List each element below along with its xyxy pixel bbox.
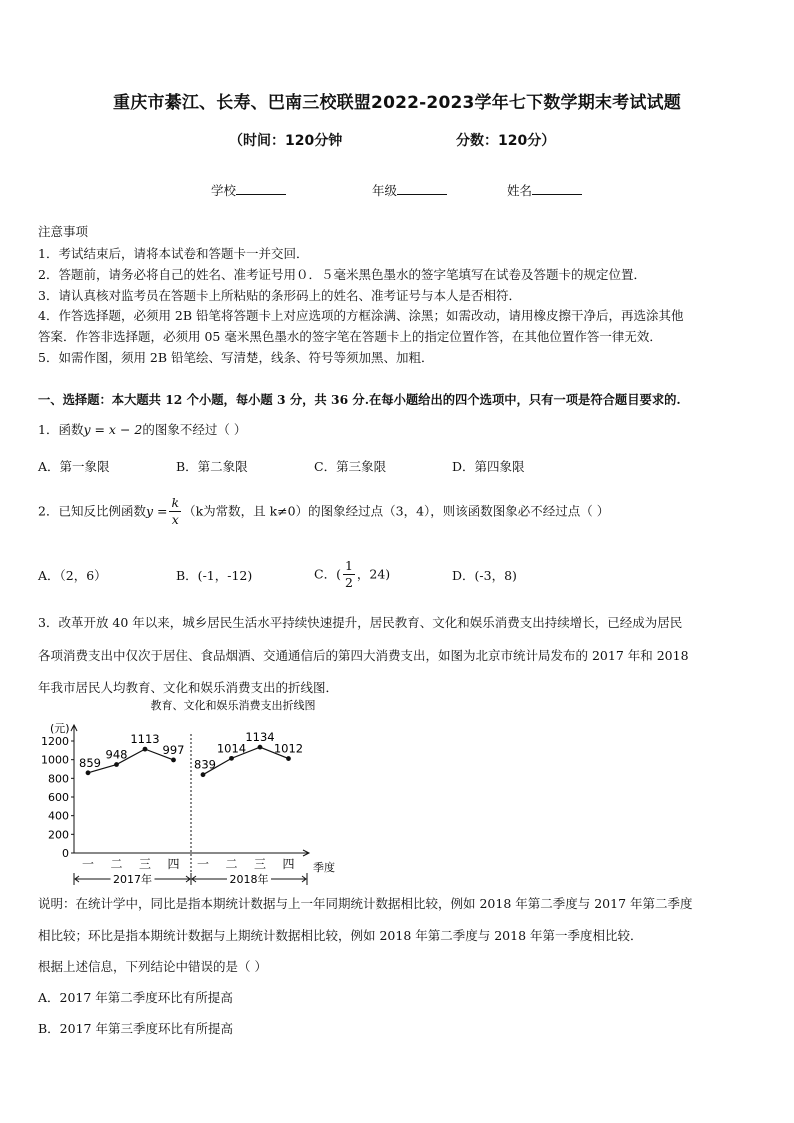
x-axis-label: 季度 [313,861,335,874]
x-tick-label: 四 [282,857,295,871]
y-tick-label: 1000 [41,753,69,767]
question-1 [38,420,246,440]
data-label: 1014 [216,741,247,756]
note-item: 2．答题前，请务必将自己的姓名、准考证号用０．５毫米黑色墨水的签字笔填写在试卷及答题卡的规定位置． [38,267,646,282]
data-label: 1134 [245,730,275,745]
data-point [286,756,291,761]
data-label: 1113 [130,732,160,747]
school-label: 学校 [211,183,237,198]
grade-label: 年级 [372,183,398,198]
note-item: 1．考试结束后，请将本试卷和答题卡一并交回． [38,246,309,261]
q1-formula: y = x − 2 [83,422,143,437]
q3-option-b[interactable]: B．2017 年第三季度环比有所提高 [38,1021,233,1036]
y-tick-label: 800 [48,772,69,786]
data-point [86,770,91,775]
note-item: 答案．作答非选择题，必须用 05 毫米黑色墨水的签字笔在答题卡上的指定位置作答，在其他位置作答一律无效． [38,329,662,344]
y-tick-label: 600 [48,791,69,804]
x-tick-label: 二 [225,857,238,871]
y-axis-label: (元) [50,722,70,735]
q2-denominator: x [171,512,179,527]
grade-field [372,181,447,199]
x-tick-label: 一 [81,857,95,871]
name-blank [532,182,582,195]
q1-option-d[interactable]: D．第四象限 [452,459,525,474]
x-tick-label: 三 [138,857,152,871]
data-label: 1012 [273,741,304,756]
time-label: （时间：120分钟 [229,133,343,149]
x-tick-label: 一 [196,857,210,871]
q3-explain: 相比较；环比是指本期统计数据与上期统计数据相比较，例如 2018 年第二季度与 2018 年第一季度相比较． [38,928,643,943]
page-title: 重庆市綦江、长寿、巴南三校联盟2022-2023学年七下数学期末考试试题 [113,93,681,113]
x-tick-label: 三 [253,857,267,871]
chart-title: 教育、文化和娱乐消费支出折线图 [150,699,316,712]
q2-option-c-den: 2 [344,575,353,590]
q1-option-c[interactable]: C．第三象限 [314,459,387,474]
q3-line: 3．改革开放 40 年以来，城乡居民生活水平持续快速提升，居民教育、文化和娱乐消费支出持续增长，已经成为居民 [38,615,683,630]
y-tick-label: 0 [62,847,69,860]
q2-option-b[interactable]: B．(-1，-12) [176,568,253,583]
data-point [171,758,176,763]
q2-option-c[interactable] [314,558,390,591]
section-heading: 一、选择题：本大题共 12 个小题，每小题 3 分，共 36 分.在每小题给出的四个选项中，只有一项是符合题目要求的. [38,392,681,407]
q2-y: y = [145,503,168,519]
data-point [143,747,148,752]
data-point [201,772,206,777]
q1-option-b[interactable]: B．第二象限 [176,459,248,474]
name-label: 姓名 [507,183,533,198]
q3-line: 各项消费支出中仅次于居住、食品烟酒、交通通信后的第四大消费支出，如图为北京市统计局发布的 2017 年和 2018 [38,648,689,663]
q3-question: 根据上述信息，下列结论中错误的是（ ） [38,959,267,974]
notes-heading: 注意事项 [38,224,89,239]
q2-option-c-post: ，24) [356,566,391,582]
note-item: 5．如需作图，须用 2B 铅笔绘、写清楚，线条、符号等须加黑、加粗． [38,350,434,365]
data-point [229,756,234,761]
data-label: 948 [105,747,128,762]
q1-suffix: 的图象不经过（ ） [142,422,247,437]
q2-option-d[interactable]: D．(-3，8) [452,568,517,583]
data-label: 997 [162,742,185,757]
note-item: 3．请认真核对监考员在答题卡上所粘贴的条形码上的姓名、准考证号与本人是否相符． [38,288,521,303]
q3-explain: 说明：在统计学中，同比是指本期统计数据与上一年同期统计数据相比较，例如 2018 年第二季度与 2017 年第二季度 [38,896,693,911]
q2-option-c-pre: C．( [314,566,341,582]
y-tick-label: 400 [48,809,69,823]
note-item: 4．作答选择题，必须用 2B 铅笔将答题卡上对应选项的方框涂满、涂黑；如需改动，请用橡皮擦干净后，再选涂其他 [38,308,684,323]
data-label: 839 [194,757,216,772]
school-blank [236,182,286,195]
question-2 [38,495,609,528]
y-axis [41,725,77,860]
year-label: 2017年 [113,873,152,886]
q2-option-c-num: 1 [344,558,353,573]
y-tick-label: 1200 [41,735,69,748]
data-label: 859 [79,755,101,770]
q3-line: 年我市居民人均教育、文化和娱乐消费支出的折线图． [38,680,339,695]
x-tick-label: 四 [167,857,180,871]
line-chart [30,694,360,890]
x-tick-label: 二 [110,857,123,871]
q2-suffix: （k为常数，且 k≠0）的图象经过点（3，4），则该函数图象必不经过点（ ） [183,503,610,519]
q3-option-a[interactable]: A．2017 年第二季度环比有所提高 [38,990,233,1005]
grade-blank [397,182,447,195]
q2-fraction [169,495,181,528]
school-field [211,181,286,199]
y-tick-label: 200 [48,828,69,842]
q2-option-a[interactable]: A．（2，6） [38,568,107,583]
q2-numerator: k [171,495,180,510]
year-label: 2018年 [229,873,269,886]
data-point [258,745,263,750]
q2-prefix: 2．已知反比例函数 [38,503,146,519]
q2-option-c-fraction [343,558,355,591]
q1-option-a[interactable]: A．第一象限 [38,459,110,474]
q1-prefix: 1．函数 [38,422,84,437]
data-point [114,762,119,767]
name-field [507,181,582,199]
score-label: 分数：120分） [456,133,556,149]
